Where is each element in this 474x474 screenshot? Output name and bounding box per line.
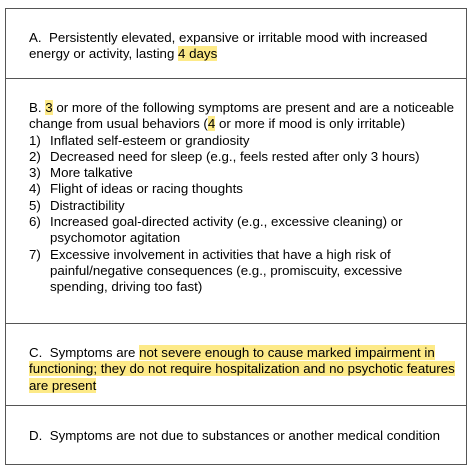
criterion-c-text (29, 345, 458, 394)
list-item-text: Distractibility (50, 197, 125, 213)
list-item-number: 1) (29, 132, 41, 148)
list-item-text: Decreased need for sleep (e.g., feels rested after only 3 hours) (50, 148, 420, 164)
criterion-c-row (6, 324, 466, 406)
criterion-b-intro (29, 100, 458, 133)
criteria-table (5, 8, 467, 465)
list-item-text: Inflated self-esteem or grandiosity (50, 132, 250, 148)
criterion-b-text (29, 100, 458, 296)
symptom-list (29, 133, 458, 296)
list-item-number: 3) (29, 165, 41, 181)
criterion-d-text (29, 428, 458, 444)
list-item-number: 2) (29, 148, 41, 164)
list-item-text: Excessive involvement in activities that have a high risk of painful/negative consequences (e.g., promiscuity, excessive spending, driving too fast) (50, 246, 403, 295)
list-item-text: Increased goal-directed activity (e.g., excessive cleaning) or psychomotor agitation (50, 214, 403, 246)
criterion-b-count2-highlight: 4 (207, 116, 216, 132)
list-item-number: 6) (29, 214, 41, 230)
criterion-c-highlight: not severe enough to cause marked impairment in functioning; they do not require hospitalization and no psychotic features are present (29, 345, 455, 393)
list-item-text: More talkative (50, 165, 133, 181)
criterion-b-intro-text: or more of the following symptoms are present and are a noticeable change from usual behaviors ( (29, 100, 455, 132)
criterion-a-row (6, 9, 466, 79)
list-item (29, 133, 458, 149)
criterion-c-body: Symptoms are (49, 345, 140, 360)
criterion-b-letter: B. (29, 100, 42, 115)
list-item (29, 214, 458, 247)
list-item-text: Flight of ideas or racing thoughts (50, 181, 243, 197)
list-item-number: 7) (29, 246, 41, 262)
list-item (29, 181, 458, 197)
list-item (29, 198, 458, 214)
criterion-d-letter: D. (29, 428, 43, 443)
criterion-d-row (6, 406, 466, 464)
list-item-number: 5) (29, 197, 41, 213)
criterion-b-count-highlight: 3 (45, 100, 53, 115)
list-item (29, 149, 458, 165)
list-item (29, 165, 458, 181)
criterion-b-row (6, 79, 466, 324)
criterion-b-intro-end: or more if mood is only irritable) (215, 116, 406, 132)
criterion-d-body: Symptoms are not due to substances or another medical condition (49, 428, 440, 443)
criterion-a-letter: A. (29, 30, 42, 45)
criterion-a-text (29, 30, 458, 63)
criterion-a-highlight: 4 days (178, 46, 218, 62)
list-item-number: 4) (29, 181, 41, 197)
criterion-c-letter: C. (29, 345, 43, 360)
criterion-a-body: Persistently elevated, expansive or irritable mood with increased energy or activity, lasting (29, 30, 428, 62)
list-item (29, 247, 458, 296)
